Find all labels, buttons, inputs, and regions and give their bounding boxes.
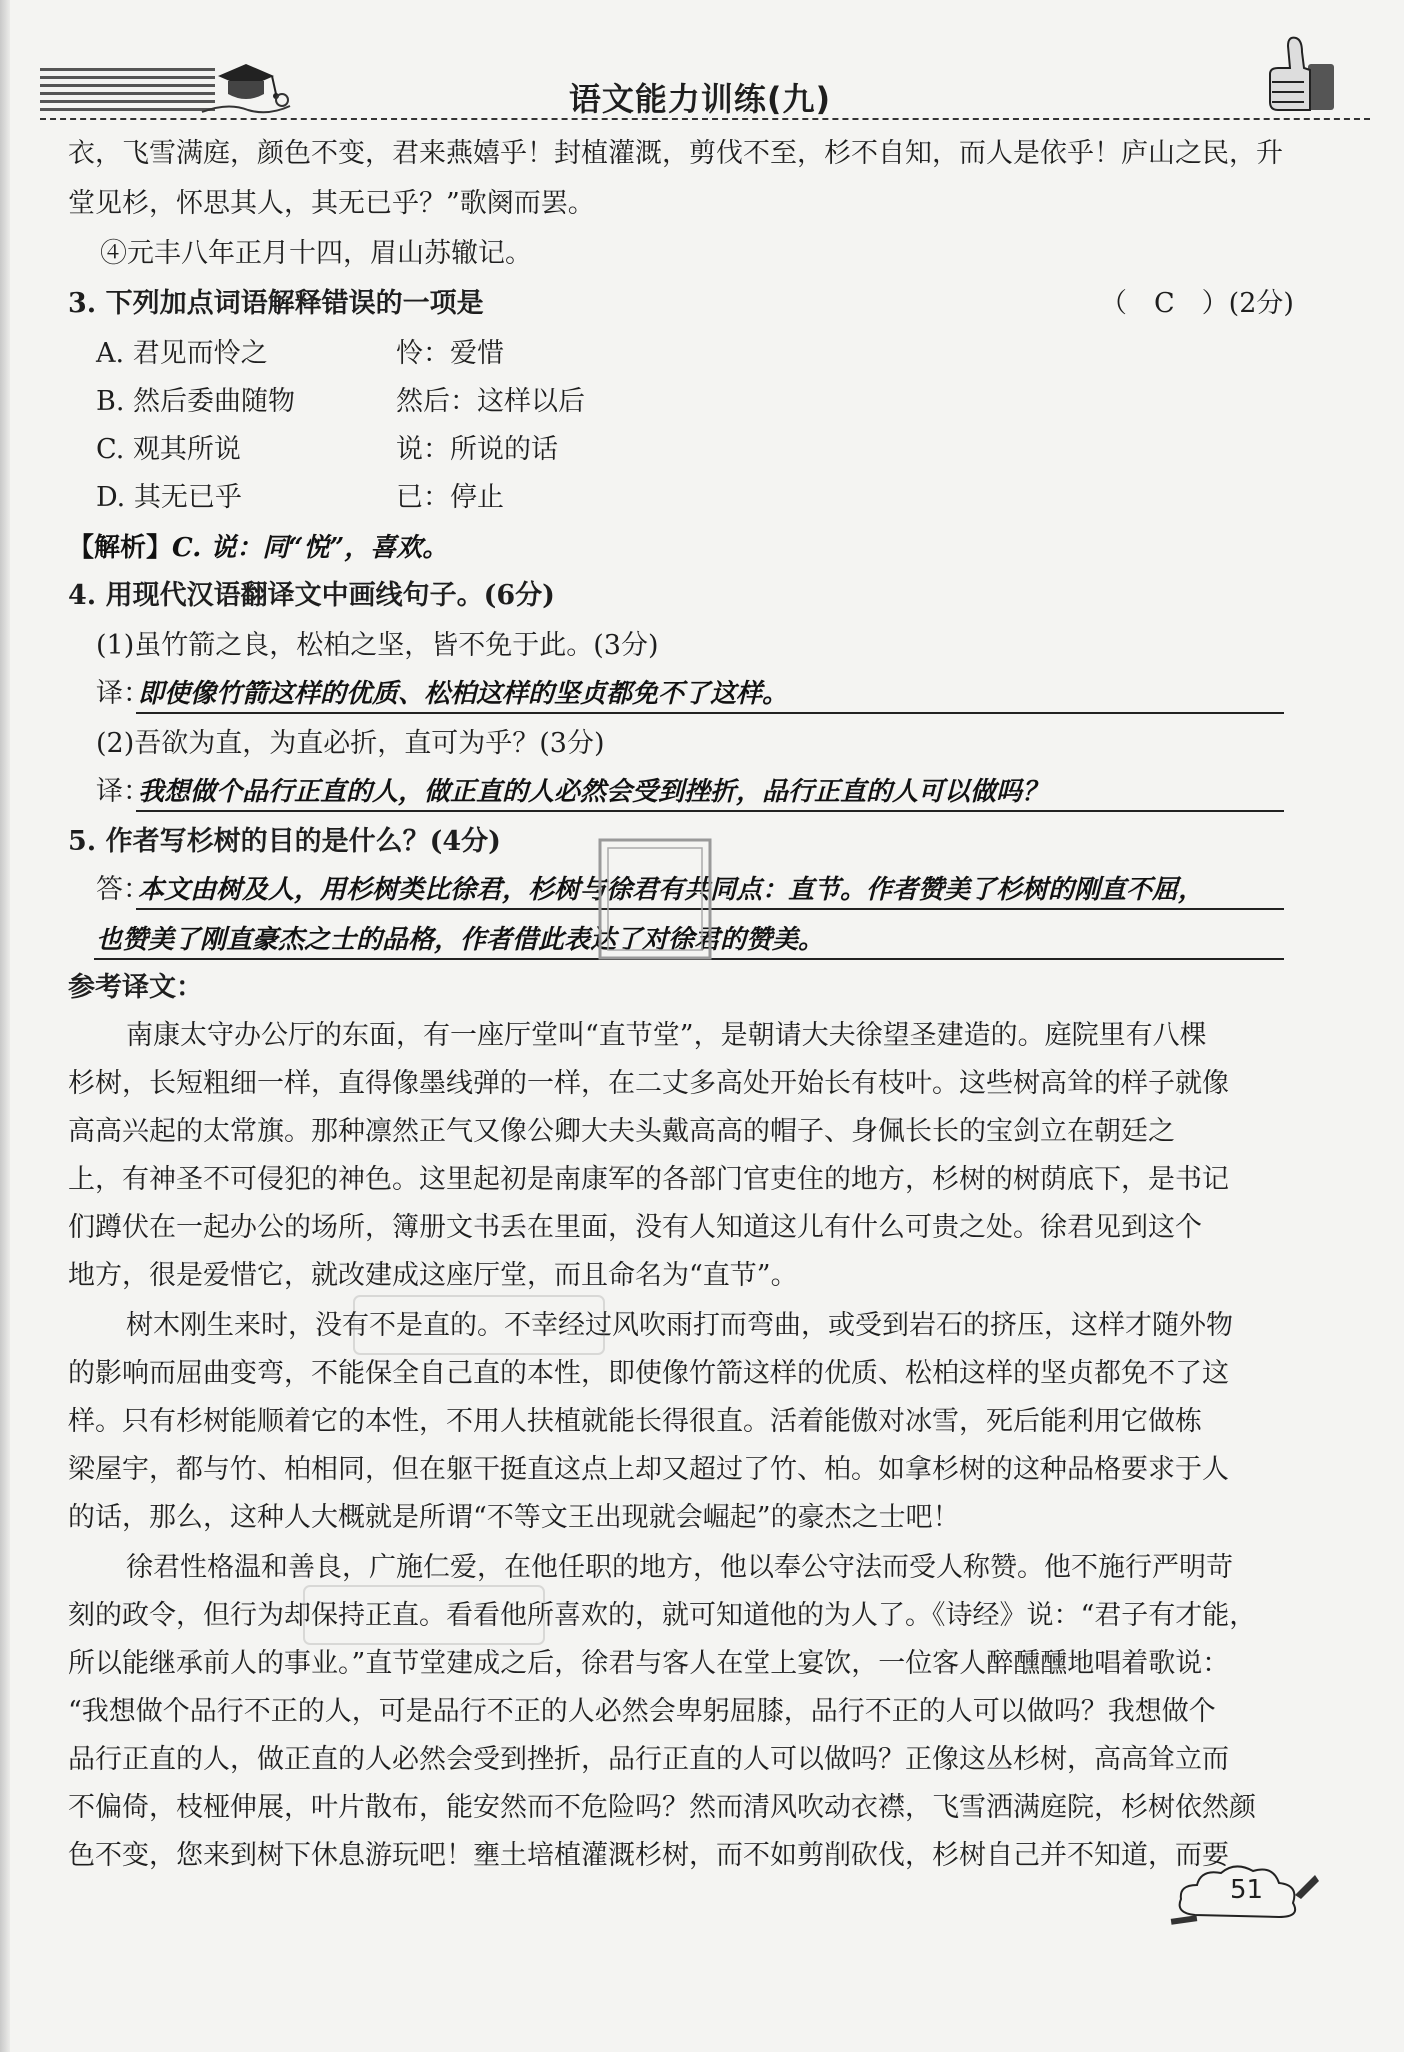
translation-line: 南康太守办公厅的东面，有一座厅堂叫“直节堂”，是朝请大夫徐望圣建造的。庭院里有八棵 bbox=[126, 1020, 1207, 1051]
q4-sub-question: (2)吾欲为直，为直必折，直可为乎？(3分) bbox=[96, 728, 605, 759]
q4-answer: 即使像竹箭这样的优质、松柏这样的坚贞都免不了这样。 bbox=[138, 679, 789, 709]
q4-stem: 4. 用现代汉语翻译文中画线句子。(6分) bbox=[68, 580, 555, 611]
translation-line: 杉树，长短粗细一样，直得像墨线弹的一样，在二丈多高处开始长有枝叶。这些树高耸的样子就像 bbox=[68, 1068, 1229, 1099]
q3-analysis bbox=[68, 530, 448, 566]
analysis-label: 【解析】 bbox=[68, 533, 173, 563]
translation-line: “我想做个品行不正的人，可是品行不正的人必然会卑躬屈膝，品行不正的人可以做吗？我想做个 bbox=[68, 1696, 1216, 1727]
q5-answer: 本文由树及人，用杉树类比徐君，杉树与徐君有共同点：直节。作者赞美了杉树的刚直不屈， bbox=[138, 875, 1205, 905]
q5-stem: 5. 作者写杉树的目的是什么？(4分) bbox=[68, 826, 501, 857]
translation-line: 上，有神圣不可侵犯的神色。这里起初是南康军的各部门官吏住的地方，杉树的树荫底下，是书记 bbox=[68, 1164, 1229, 1195]
watermark-outline bbox=[350, 1290, 610, 1360]
passage-line: 堂见杉，怀思其人，其无已乎？”歌阕而罢。 bbox=[68, 188, 595, 219]
translation-line: 的影响而屈曲变弯，不能保全自己直的本性，即使像竹箭这样的优质、松柏这样的坚贞都免不了这 bbox=[68, 1358, 1229, 1389]
graduation-cap-icon bbox=[198, 54, 294, 122]
q4-answer-label: 译： bbox=[96, 776, 150, 807]
q4-sub-question: (1)虽竹箭之良，松柏之坚，皆不免于此。(3分) bbox=[96, 630, 659, 661]
passage-line: 衣，飞雪满庭，颜色不变，君来燕嬉乎！封植灌溉，剪伐不至，杉不自知，而人是依乎！庐山之民，升 bbox=[68, 138, 1283, 169]
q5-answer-label: 答： bbox=[96, 874, 150, 905]
translation-line: 地方，很是爱惜它，就改建成这座厅堂，而且命名为“直节”。 bbox=[68, 1260, 798, 1291]
translation-line: 刻的政令，但行为却保持正直。看看他所喜欢的，就可知道他的为人了。《诗经》说：“君子有才能， bbox=[68, 1600, 1257, 1631]
watermark-outline bbox=[300, 1580, 550, 1650]
q3-option-gloss: 已：停止 bbox=[396, 482, 504, 513]
page-number-badge bbox=[1165, 1855, 1325, 1930]
watermark-stamp bbox=[590, 830, 720, 970]
passage-line: ④元丰八年正月十四，眉山苏辙记。 bbox=[100, 238, 532, 269]
translation-line: 高高兴起的太常旗。那种凛然正气又像公卿大夫头戴高高的帽子、身佩长长的宝剑立在朝廷之 bbox=[68, 1116, 1175, 1147]
q3-option: D. 其无已乎 bbox=[96, 482, 242, 513]
page-header bbox=[0, 0, 1404, 130]
translation-line: 的话，那么，这种人大概就是所谓“不等文王出现就会崛起”的豪杰之士吧！ bbox=[68, 1502, 960, 1533]
q3-option: B. 然后委曲随物 bbox=[96, 386, 296, 417]
translation-line: 样。只有杉树能顺着它的本性，不用人扶植就能长得很直。活着能傲对冰雪，死后能利用它做栋 bbox=[68, 1406, 1202, 1437]
q4-answer: 我想做个品行正直的人，做正直的人必然会受到挫折，品行正直的人可以做吗？ bbox=[138, 777, 1049, 807]
translation-line: 们蹲伏在一起办公的场所，簿册文书丢在里面，没有人知道这儿有什么可贵之处。徐君见到这个 bbox=[68, 1212, 1202, 1243]
q3-option: A. 君见而怜之 bbox=[96, 338, 268, 369]
translation-line: 所以能继承前人的事业。”直节堂建成之后，徐君与客人在堂上宴饮，一位客人醉醺醺地唱着歌说： bbox=[68, 1648, 1230, 1679]
translation-line: 徐君性格温和善良，广施仁爱，在他任职的地方，他以奉公守法而受人称赞。他不施行严明苛 bbox=[126, 1552, 1233, 1583]
q3-stem: 3. 下列加点词语解释错误的一项是 bbox=[68, 288, 484, 319]
q3-option-gloss: 说：所说的话 bbox=[396, 434, 558, 465]
page-number: 51 bbox=[1230, 1875, 1264, 1905]
translation-line: 不偏倚，枝桠伸展，叶片散布，能安然而不危险吗？然而清风吹动衣襟，飞雪洒满庭院，杉树依然颜 bbox=[68, 1792, 1256, 1823]
header-stripes bbox=[40, 68, 215, 112]
q3-option: C. 观其所说 bbox=[96, 434, 241, 465]
page-title: 语文能力训练(九) bbox=[568, 80, 832, 118]
answer-underline bbox=[136, 712, 1284, 714]
translation-line: 树木刚生来时，没有不是直的。不幸经过风吹雨打而弯曲，或受到岩石的挤压，这样才随外物 bbox=[126, 1310, 1233, 1341]
q3-option-gloss: 怜：爱惜 bbox=[396, 338, 504, 369]
page-edge-shadow bbox=[0, 0, 10, 2052]
translation-line: 品行正直的人，做正直的人必然会受到挫折，品行正直的人可以做吗？正像这丛杉树，高高耸立而 bbox=[68, 1744, 1229, 1775]
header-divider bbox=[40, 118, 1370, 120]
q3-option-gloss: 然后：这样以后 bbox=[396, 386, 585, 417]
thumbs-up-icon bbox=[1260, 30, 1338, 118]
translation-line: 梁屋宇，都与竹、柏相同，但在躯干挺直这点上却又超过了竹、柏。如拿杉树的这种品格要求于人 bbox=[68, 1454, 1229, 1485]
q3-answer: （ C ）(2分) bbox=[1100, 288, 1294, 319]
answer-underline bbox=[136, 810, 1284, 812]
translation-heading: 参考译文： bbox=[68, 972, 203, 1003]
q4-answer-label: 译： bbox=[96, 678, 150, 709]
analysis-text: C. 说：同“悦”，喜欢。 bbox=[172, 533, 449, 563]
translation-line: 色不变，您来到树下休息游玩吧！壅土培植灌溉杉树，而不如剪削砍伐，杉树自己并不知道，而要 bbox=[68, 1840, 1229, 1871]
q5-answer: 也赞美了刚直豪杰之士的品格，作者借此表达了对徐君的赞美。 bbox=[96, 925, 825, 955]
